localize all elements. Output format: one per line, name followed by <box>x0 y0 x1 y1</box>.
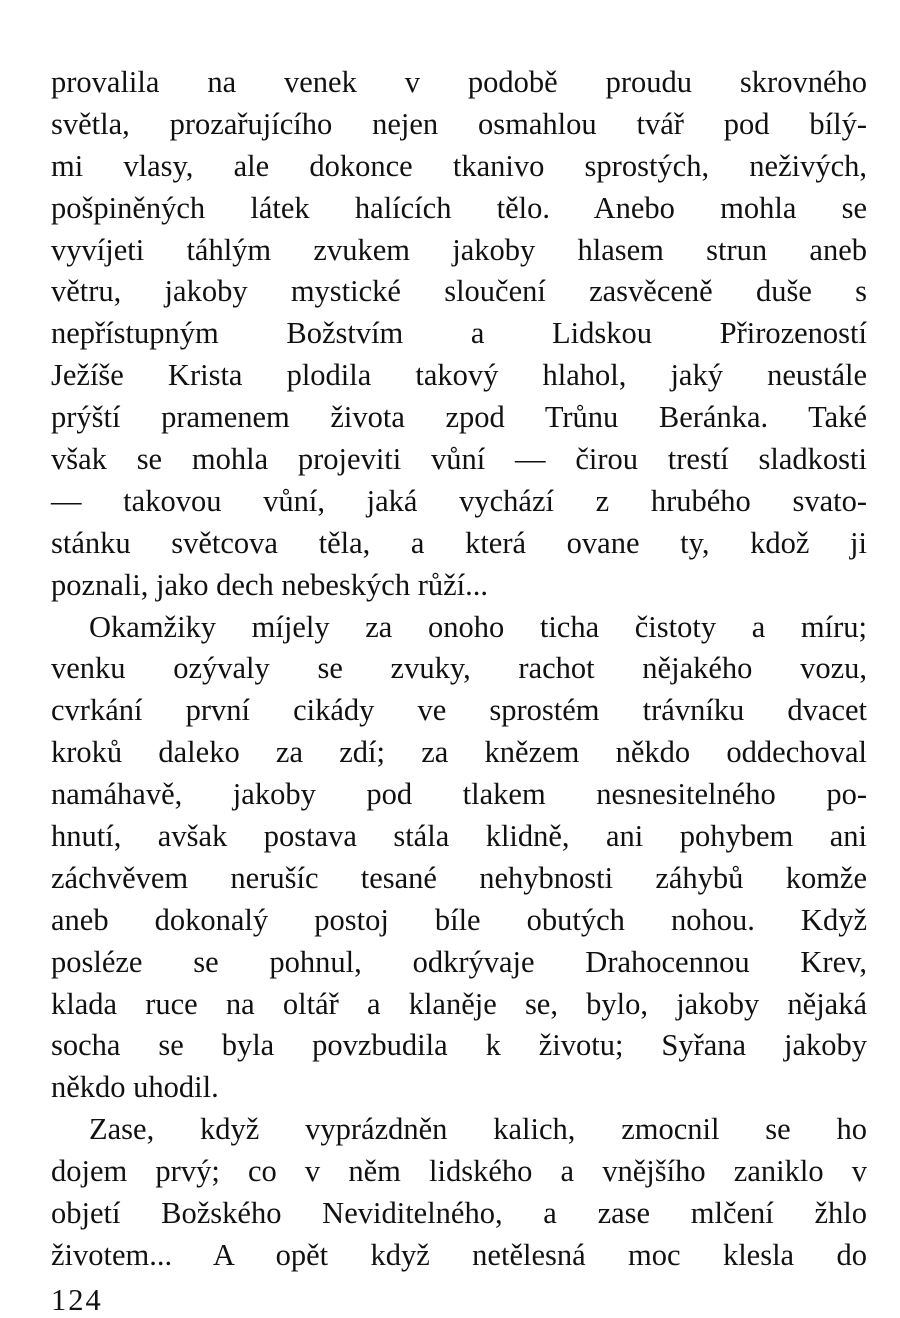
text-line: však se mohla projeviti vůní — čirou trestí sladkosti <box>51 442 867 477</box>
text-line: Zase, když vyprázdněn kalich, zmocnil se ho <box>89 1112 867 1147</box>
text-line: stánku světcova těla, a která ovane ty, kdož ji <box>51 525 867 560</box>
page-text-body <box>51 62 867 1277</box>
text-line: vyvíjeti táhlým zvukem jakoby hlasem strun aneb <box>51 232 867 267</box>
text-line: venku ozývaly se zvuky, rachot nějakého vozu, <box>51 651 867 686</box>
text-line: pošpiněných látek halících tělo. Anebo mohla se <box>51 190 867 225</box>
text-line: záchvěvem nerušíc tesané nehybnosti záhybů komže <box>51 860 867 895</box>
text-line: kroků daleko za zdí; za knězem někdo oddechoval <box>51 735 867 770</box>
text-line: dojem prvý; co v něm lidského a vnějšího zaniklo v <box>51 1154 867 1189</box>
text-line: někdo uhodil. <box>51 1070 219 1105</box>
paragraph-2 <box>51 607 867 1110</box>
text-line: posléze se pohnul, odkrývaje Drahocennou Krev, <box>51 944 867 979</box>
text-line: hnutí, avšak postava stála klidně, ani pohybem ani <box>51 819 867 854</box>
text-line: provalila na venek v podobě proudu skrovného <box>51 65 867 99</box>
text-line: poznali, jako dech nebeských růží... <box>51 567 489 602</box>
text-line: objetí Božského Neviditelného, a zase mlčení žhlo <box>51 1196 867 1231</box>
text-line: světla, prozařujícího nejen osmahlou tvář pod bílý- <box>51 106 867 141</box>
text-line: — takovou vůní, jaká vychází z hrubého svato- <box>51 483 867 518</box>
text-line: aneb dokonalý postoj bíle obutých nohou. Když <box>51 902 867 937</box>
text-line: mi vlasy, ale dokonce tkanivo sprostých, neživých, <box>51 148 867 183</box>
text-line: nepřístupným Božstvím a Lidskou Přirozeností <box>51 316 867 351</box>
text-line: Ježíše Krista plodila takový hlahol, jaký neustále <box>51 358 867 393</box>
text-line: životem... A opět když netělesná moc klesla do <box>51 1237 867 1272</box>
text-line: namáhavě, jakoby pod tlakem nesnesitelného po- <box>51 777 867 812</box>
paragraph-3 <box>51 1109 867 1277</box>
text-line: klada ruce na oltář a klaněje se, bylo, jakoby nějaká <box>51 986 867 1021</box>
text-line: prýští pramenem života zpod Trůnu Beránka. Také <box>51 400 867 435</box>
text-line: Okamžiky míjely za onoho ticha čistoty a míru; <box>89 609 867 644</box>
page-number: 124 <box>51 1283 103 1317</box>
text-line: cvrkání první cikády ve sprostém trávníku dvacet <box>51 693 867 728</box>
text-line: socha se byla povzbudila k životu; Syřana jakoby <box>51 1028 867 1063</box>
paragraph-1 <box>51 62 867 607</box>
text-line: větru, jakoby mystické sloučení zasvěceně duše s <box>51 274 867 309</box>
